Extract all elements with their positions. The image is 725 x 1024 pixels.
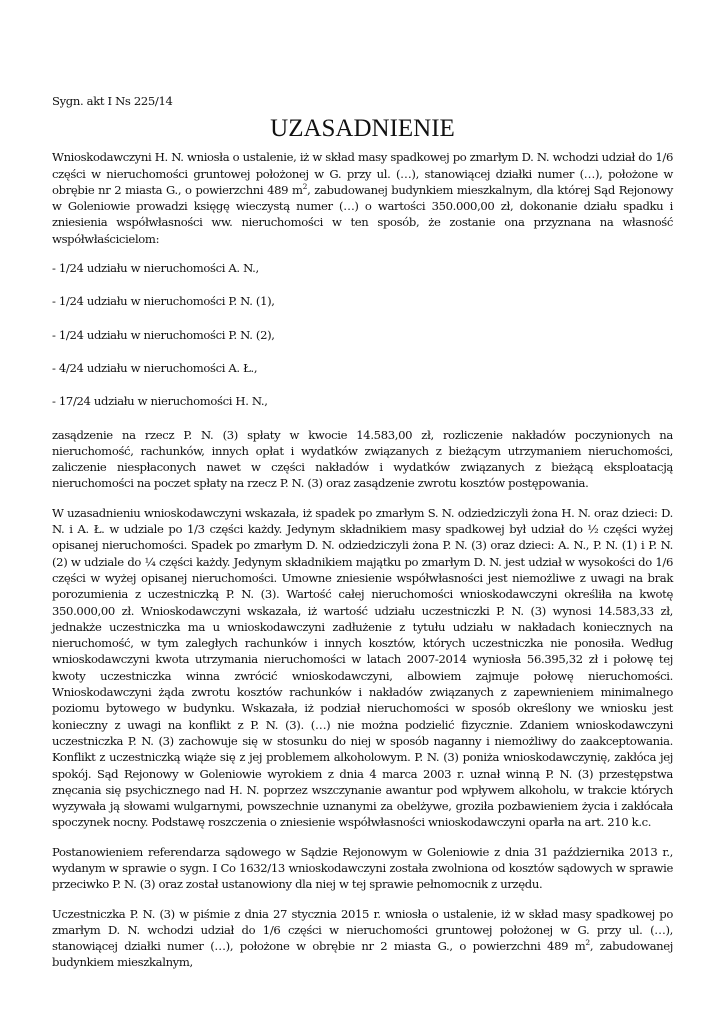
intro-text-end: , zabudowanej budynkiem mieszkalnym, dla której Sąd Rejonowy w Goleniowie prowadzi księgę wieczystą numer (…) o wartości 350.000,00 zł, dokonanie działu spadku i zniesienia współwłasności ww. nieruchomości w ten sposób, że zostanie ona przyznana na własność współwłaścicielom:	[52, 182, 674, 246]
participant-superscript: 2	[585, 938, 590, 948]
justification-paragraph: W uzasadnieniu wnioskodawczyni wskazała, iż spadek po zmarłym S. N. odziedziczyli żona H. N. oraz dzieci: D. N. i A. Ł. w udziale po 1/3 części każdy. Jedynym składnikiem masy spadkowej był udział do ½ części wyżej opisanej nieruchomości. Spadek po zmarłym D. N. odziedziczyli żona P. N. (3) oraz dzieci: A. N., P. N. (1) i P. N. (2) w udziale do ¼ części każdy. Jedynym składnikiem majątku po zmarłym D. N. jest udział w wysokości do 1/6 części w wyżej opisanej nieruchomości. Umowne zniesienie współwłasności jest niemożliwe z uwagi na brak porozumienia z uczestniczką P. N. (3). Wartość całej nieruchomości wnioskodawczyni określiła na kwotę 350.000,00 zł. Wnioskodawczyni wskazała, iż wartość udziału uczestniczki P. N. (3) wynosi 14.583,33 zł, jednakże uczestniczka ma u wnioskodawczyni zadłużenie z tytułu udziału w nakładach koniecznych na nieruchomość, w tym zaległych rachunków i innych kosztów, których uczestniczka nie ponosiła. Według wnioskodawczyni kwota utrzymania nieruchomości w latach 2007-2014 wyniosła 56.395,32 zł i połowę tej kwoty uczestniczka winna zwrócić wnioskodawczyni, albowiem zajmuje połowę nieruchomości. Wnioskodawczyni żąda zwrotu kosztów rachunków i nakładów związanych z zapewnieniem minimalnego poziomu bytowego w budynku. Wskazała, iż podział nieruchomości w sposób określony we wniosku jest konieczny z uwagi na konflikt z P. N. (3). (…) nie można podzielić fizycznie. Zdaniem wnioskodawczyni uczestniczka P. N. (3) zachowuje się w stosunku do niej w sposób naganny i niemożliwy do zaakceptowania. Konflikt z uczestniczką wiąże się z jej problemem alkoholowym. P. N. (3) poniża wnioskodawczynię, zakłóca jej spokój. Sąd Rejonowy w Goleniowie wyrokiem z dnia 4 marca 2003 r. uznał winną P. N. (3) przestępstwa znęcania się psychicznego nad H. N. poprzez wszczynanie awantur pod wpływem alkoholu, w trakcie których wyzywała ją słowami wulgarnymi, powszechnie uznanymi za obelżywe, groziła pozbawieniem życia i zakłócała spoczynek nocny. Podstawę roszczenia o zniesienie współwłasności wnioskodawczyni oparła na art. 210 k.c.	[52, 505, 673, 830]
share-item: - 4/24 udziału w nieruchomości A. Ł.,	[52, 360, 258, 375]
case-reference: Sygn. akt I Ns 225/14	[52, 94, 173, 108]
share-item: - 1/24 udziału w nieruchomości A. N.,	[52, 261, 259, 276]
participant-paragraph	[52, 906, 673, 971]
intro-text-start: Wnioskodawczyni H. N. wniosła o ustalenie, iż w skład masy spadkowej po zmarłym D. N. wchodzi udział do 1/6 części w nieruchomości gruntowej położonej w G. przy ul. (…), stanowiącej działki numer (…), położone w obrębie nr 2 miasta G., o powierzchni 489 m	[52, 150, 673, 197]
document-page	[52, 93, 673, 984]
participant-text-start: Uczestniczka P. N. (3) w piśmie z dnia 27 stycznia 2015 r. wniosła o ustalenie, iż w skład masy spadkowej po zmarłym D. N. wchodzi udział do 1/6 części w nieruchomości gruntowej położonej w G. przy ul. (…), stanowiącej działki numer (…), położone w obrębie nr 2 miasta G., o powierzchni 489 m	[52, 906, 673, 954]
intro-superscript: 2	[302, 181, 308, 191]
claims-paragraph: zasądzenie na rzecz P. N. (3) spłaty w kwocie 14.583,00 zł, rozliczenie nakładów poczynionych na nieruchomość, rachunków, innych opłat i wydatków związanych z bieżącym utrzymaniem nieruchomości, zaliczenie niespłaconych nawet w części nakładów i wydatków związanych z bieżącą eksploatacją nieruchomości na poczet spłaty na rzecz P. N. (3) oraz zasądzenie zwrotu kosztów postępowania.	[52, 427, 673, 491]
share-item: - 1/24 udziału w nieruchomości P. N. (1),	[52, 294, 275, 309]
participant-text-end: , zabudowanej budynkiem mieszkalnym,	[52, 939, 674, 970]
court-order-paragraph: Postanowieniem referendarza sądowego w Sądzie Rejonowym w Goleniowie z dnia 31 października 2013 r., wydanym w sprawie o sygn. I Co 1632/13 wnioskodawczyni została zwolniona od kosztów sądowych w sprawie przeciwko P. N. (3) oraz został ustanowiony dla niej w tej sprawie pełnomocnik z urzędu.	[52, 844, 673, 892]
intro-paragraph	[52, 149, 673, 247]
share-item: - 17/24 udziału w nieruchomości H. N.,	[52, 394, 268, 409]
share-item: - 1/24 udziału w nieruchomości P. N. (2),	[52, 327, 275, 342]
document-title: UZASADNIENIE	[270, 115, 455, 143]
